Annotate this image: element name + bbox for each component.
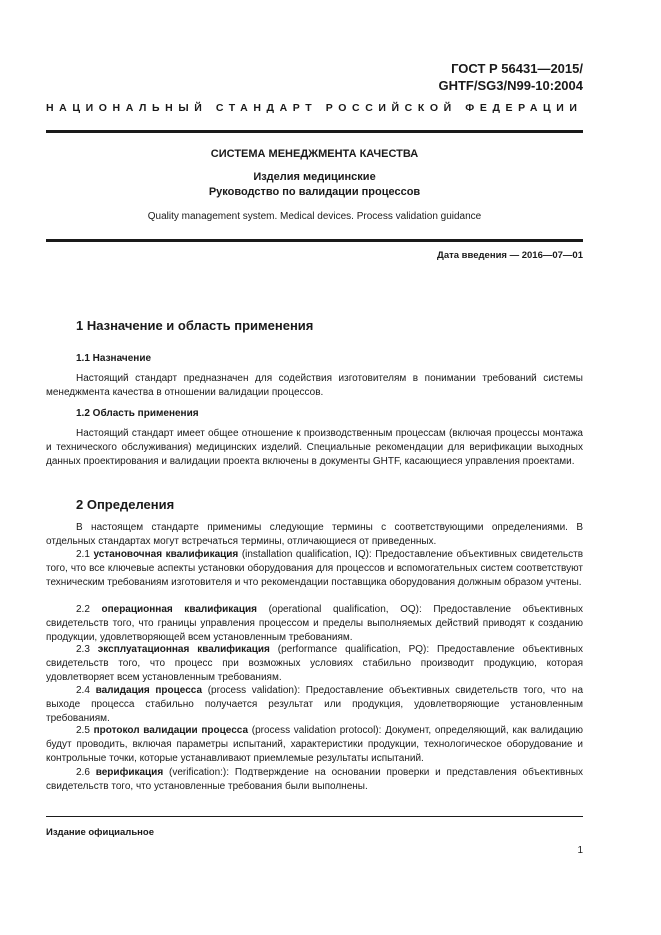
definition-2-6 (46, 766, 583, 794)
section-1-1-heading: 1.1 Назначение (76, 353, 152, 364)
title-subtitle (46, 170, 583, 200)
definition-term: операционная квалификация (101, 604, 257, 615)
title-line-2: Руководство по валидации процессов (208, 186, 421, 198)
page-number: 1 (577, 845, 583, 856)
definition-number: 2.1 (76, 549, 90, 560)
definition-text: (process validation): Предоставление объективных свидетельств того, что на выходе процесса стабильно получается результат или продукция, удовлетворяющие установленным требованиям. (46, 685, 583, 725)
section-2-intro: В настоящем стандарте применимы следующие термины с соответствующими определениями. В отдельных стандартах могут встречаться термины, отличающиеся от приведенных. (46, 522, 583, 548)
header-rule (46, 130, 583, 133)
section-1-2-heading: 1.2 Область применения (76, 408, 199, 419)
definition-text: (process validation protocol): Документ, определяющий, как валидацию будут проводить, включая параметры испытаний, характеристики продукции, технологическое оборудование и контрольные точки, которые устанавливают приемлемые результаты испытаний. (46, 725, 584, 765)
definition-number: 2.6 (76, 767, 90, 778)
definition-term: установочная квалификация (93, 549, 239, 560)
title-english: Quality management system. Medical devices. Process validation guidance (147, 211, 482, 222)
definition-term: эксплуатационная квалификация (97, 644, 270, 655)
definition-text: (installation qualification, IQ): Предоставление объективных свидетельств того, что все ключевые аспекты установки оборудования для процессов и вспомогательных систем соответствуют техническим требованиям изготовителя и что рекомендации поставщика оборудования должным образом учтены. (46, 549, 584, 589)
section-2-heading: 2 Определения (76, 497, 175, 512)
definition-2-1 (46, 548, 583, 591)
definition-2-2 (46, 603, 583, 646)
definition-text: (verification:): Подтверждение на основании проверки и представления объективных свидетельств того, что установленные требования были выполнены. (46, 767, 584, 793)
gost-line-1: ГОСТ Р 56431—2015/ (451, 61, 583, 76)
national-standard-banner: НАЦИОНАЛЬНЫЙ СТАНДАРТ РОССИЙСКОЙ ФЕДЕРАЦИИ (46, 102, 583, 114)
title-system: СИСТЕМА МЕНЕДЖМЕНТА КАЧЕСТВА (210, 148, 419, 160)
footer-rule (46, 816, 583, 817)
definition-term: валидация процесса (95, 685, 203, 696)
definition-text: (operational qualification, OQ): Предоставление объективных свидетельств того, что границы управления процессом и пределы выполняемых действий приводят к созданию продукции, удовлетворяющей всем установленным требованиям. (46, 604, 584, 644)
definition-2-5 (46, 724, 583, 767)
gost-line-2: GHTF/SG3/N99-10:2004 (438, 78, 583, 93)
definition-term: протокол валидации процесса (93, 725, 249, 736)
definition-number: 2.5 (76, 725, 90, 736)
section-1-heading: 1 Назначение и область применения (76, 318, 314, 333)
section-1-1-text: Настоящий стандарт предназначен для содействия изготовителям в понимании требований системы менеджмента качества в отношении валидации процессов. (46, 373, 583, 399)
title-rule (46, 239, 583, 242)
definition-number: 2.3 (76, 644, 90, 655)
definition-number: 2.4 (76, 685, 90, 696)
intro-date: Дата введения — 2016—07—01 (437, 250, 583, 261)
title-line-1: Изделия медицинские (253, 171, 376, 183)
definition-number: 2.2 (76, 604, 90, 615)
definition-term: верификация (95, 767, 164, 778)
section-1-2-text: Настоящий стандарт имеет общее отношение к производственным процессам (включая процессы монтажа и технического обслуживания) медицинских изделий. Специальные рекомендации для верификации выходных данных проектирования и валидации проекта включены в документы GHTF, касающиеся управления проектами. (46, 428, 583, 468)
official-edition-label: Издание официальное (46, 827, 154, 838)
definition-2-4 (46, 684, 583, 727)
gost-designation (438, 60, 583, 94)
definition-2-3 (46, 643, 583, 686)
definition-text: (performance qualification, PQ): Предоставление объективных свидетельств того, что процесс при возможных условиях стабильно производит продукцию, которая удовлетворяет всем установленным требованиям. (46, 644, 583, 684)
